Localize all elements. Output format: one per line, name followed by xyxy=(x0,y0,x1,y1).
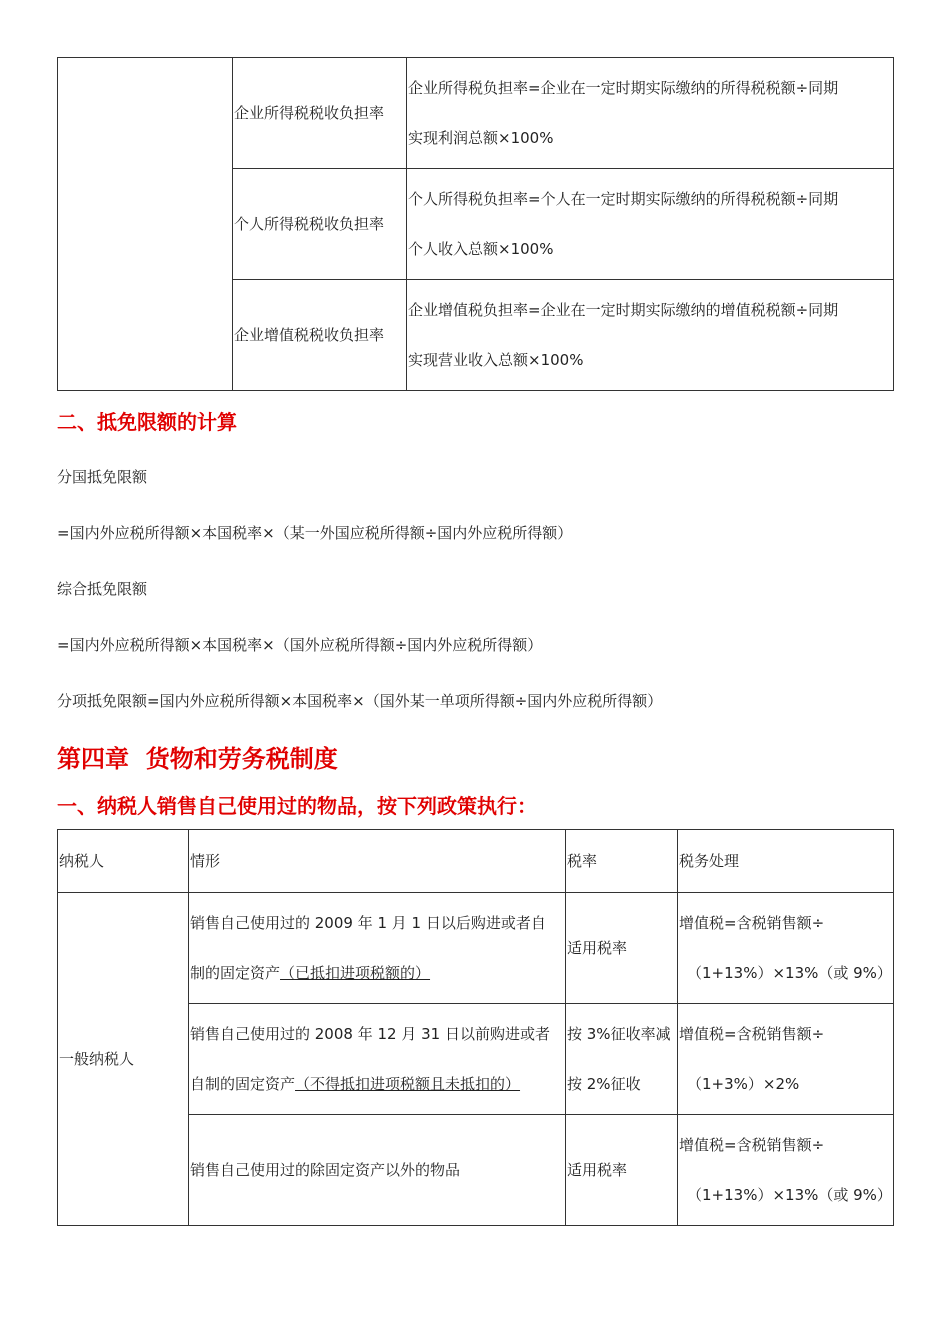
formula-paragraph: =国内外应税所得额×本国税率×（某一外国应税所得额÷国内外应税所得额） xyxy=(57,524,573,542)
case-line: 销售自己使用过的 2008 年 12 月 31 日以前购进或者 xyxy=(190,1025,550,1043)
case-text: 制的固定资产 xyxy=(190,964,281,982)
treatment-cell xyxy=(678,893,894,1004)
treatment-cell xyxy=(678,1115,894,1226)
formula-line: 个人所得税负担率=个人在一定时期实际缴纳的所得税税额÷同期 xyxy=(408,190,839,208)
chapter-title: 第四章 货物和劳务税制度 xyxy=(57,744,338,773)
case-line: 销售自己使用过的 2009 年 1 月 1 日以后购进或者自 xyxy=(190,914,546,932)
column-header: 情形 xyxy=(189,830,566,893)
column-header: 纳税人 xyxy=(58,830,189,893)
tax-burden-name: 个人所得税税收负担率 xyxy=(233,169,407,280)
tax-burden-name: 企业所得税税收负担率 xyxy=(233,58,407,169)
tax-burden-formula xyxy=(407,169,894,280)
case-cell xyxy=(189,893,566,1004)
case-text: 自制的固定资产 xyxy=(190,1075,296,1093)
formula-line: 企业增值税负担率=企业在一定时期实际缴纳的增值税税额÷同期 xyxy=(408,301,839,319)
taxpayer-cell: 一般纳税人 xyxy=(58,893,189,1226)
treatment-line: 增值税=含税销售额÷ xyxy=(679,1025,825,1043)
table-header-row xyxy=(58,830,894,893)
table-row xyxy=(58,893,894,1004)
rate-line: 按 2%征收 xyxy=(567,1075,641,1093)
rate-cell xyxy=(566,1004,678,1115)
formula-line: 实现利润总额×100% xyxy=(408,129,554,147)
formula-line: 个人收入总额×100% xyxy=(408,240,554,258)
column-header: 税率 xyxy=(566,830,678,893)
case-line xyxy=(190,948,564,998)
treatment-line: （1+13%）×13%（或 9%） xyxy=(687,1186,892,1204)
section-heading: 一、纳税人销售自己使用过的物品，按下列政策执行： xyxy=(57,794,537,818)
rate-cell: 适用税率 xyxy=(566,893,678,1004)
treatment-line: 增值税=含税销售额÷ xyxy=(679,914,825,932)
case-line xyxy=(190,1059,564,1109)
case-note-underlined: （不得抵扣进项税额且未抵扣的） xyxy=(295,1075,521,1093)
tax-burden-name: 企业增值税税收负担率 xyxy=(233,280,407,391)
treatment-line: （1+3%）×2% xyxy=(687,1075,800,1093)
used-goods-policy-table xyxy=(57,829,894,1226)
tax-burden-formula xyxy=(407,58,894,169)
formula-paragraph: 分项抵免限额=国内外应税所得额×本国税率×（国外某一单项所得额÷国内外应税所得额） xyxy=(57,692,663,710)
formula-paragraph: =国内外应税所得额×本国税率×（国外应税所得额÷国内外应税所得额） xyxy=(57,636,543,654)
treatment-line: （1+13%）×13%（或 9%） xyxy=(687,964,892,982)
formula-line: 企业所得税负担率=企业在一定时期实际缴纳的所得税税额÷同期 xyxy=(408,79,839,97)
blank-merged-cell xyxy=(58,58,233,391)
paragraph: 分国抵免限额 xyxy=(57,468,148,486)
section-heading: 二、抵免限额的计算 xyxy=(57,410,237,434)
case-cell xyxy=(189,1004,566,1115)
treatment-line: 增值税=含税销售额÷ xyxy=(679,1136,825,1154)
tax-burden-formula xyxy=(407,280,894,391)
table-row xyxy=(58,58,894,169)
column-header: 税务处理 xyxy=(678,830,894,893)
case-cell: 销售自己使用过的除固定资产以外的物品 xyxy=(189,1115,566,1226)
treatment-cell xyxy=(678,1004,894,1115)
case-note-underlined: （已抵扣进项税额的） xyxy=(280,964,431,982)
paragraph: 综合抵免限额 xyxy=(57,580,148,598)
tax-burden-table xyxy=(57,57,894,391)
rate-cell: 适用税率 xyxy=(566,1115,678,1226)
rate-line: 按 3%征收率减 xyxy=(567,1025,671,1043)
formula-line: 实现营业收入总额×100% xyxy=(408,351,584,369)
